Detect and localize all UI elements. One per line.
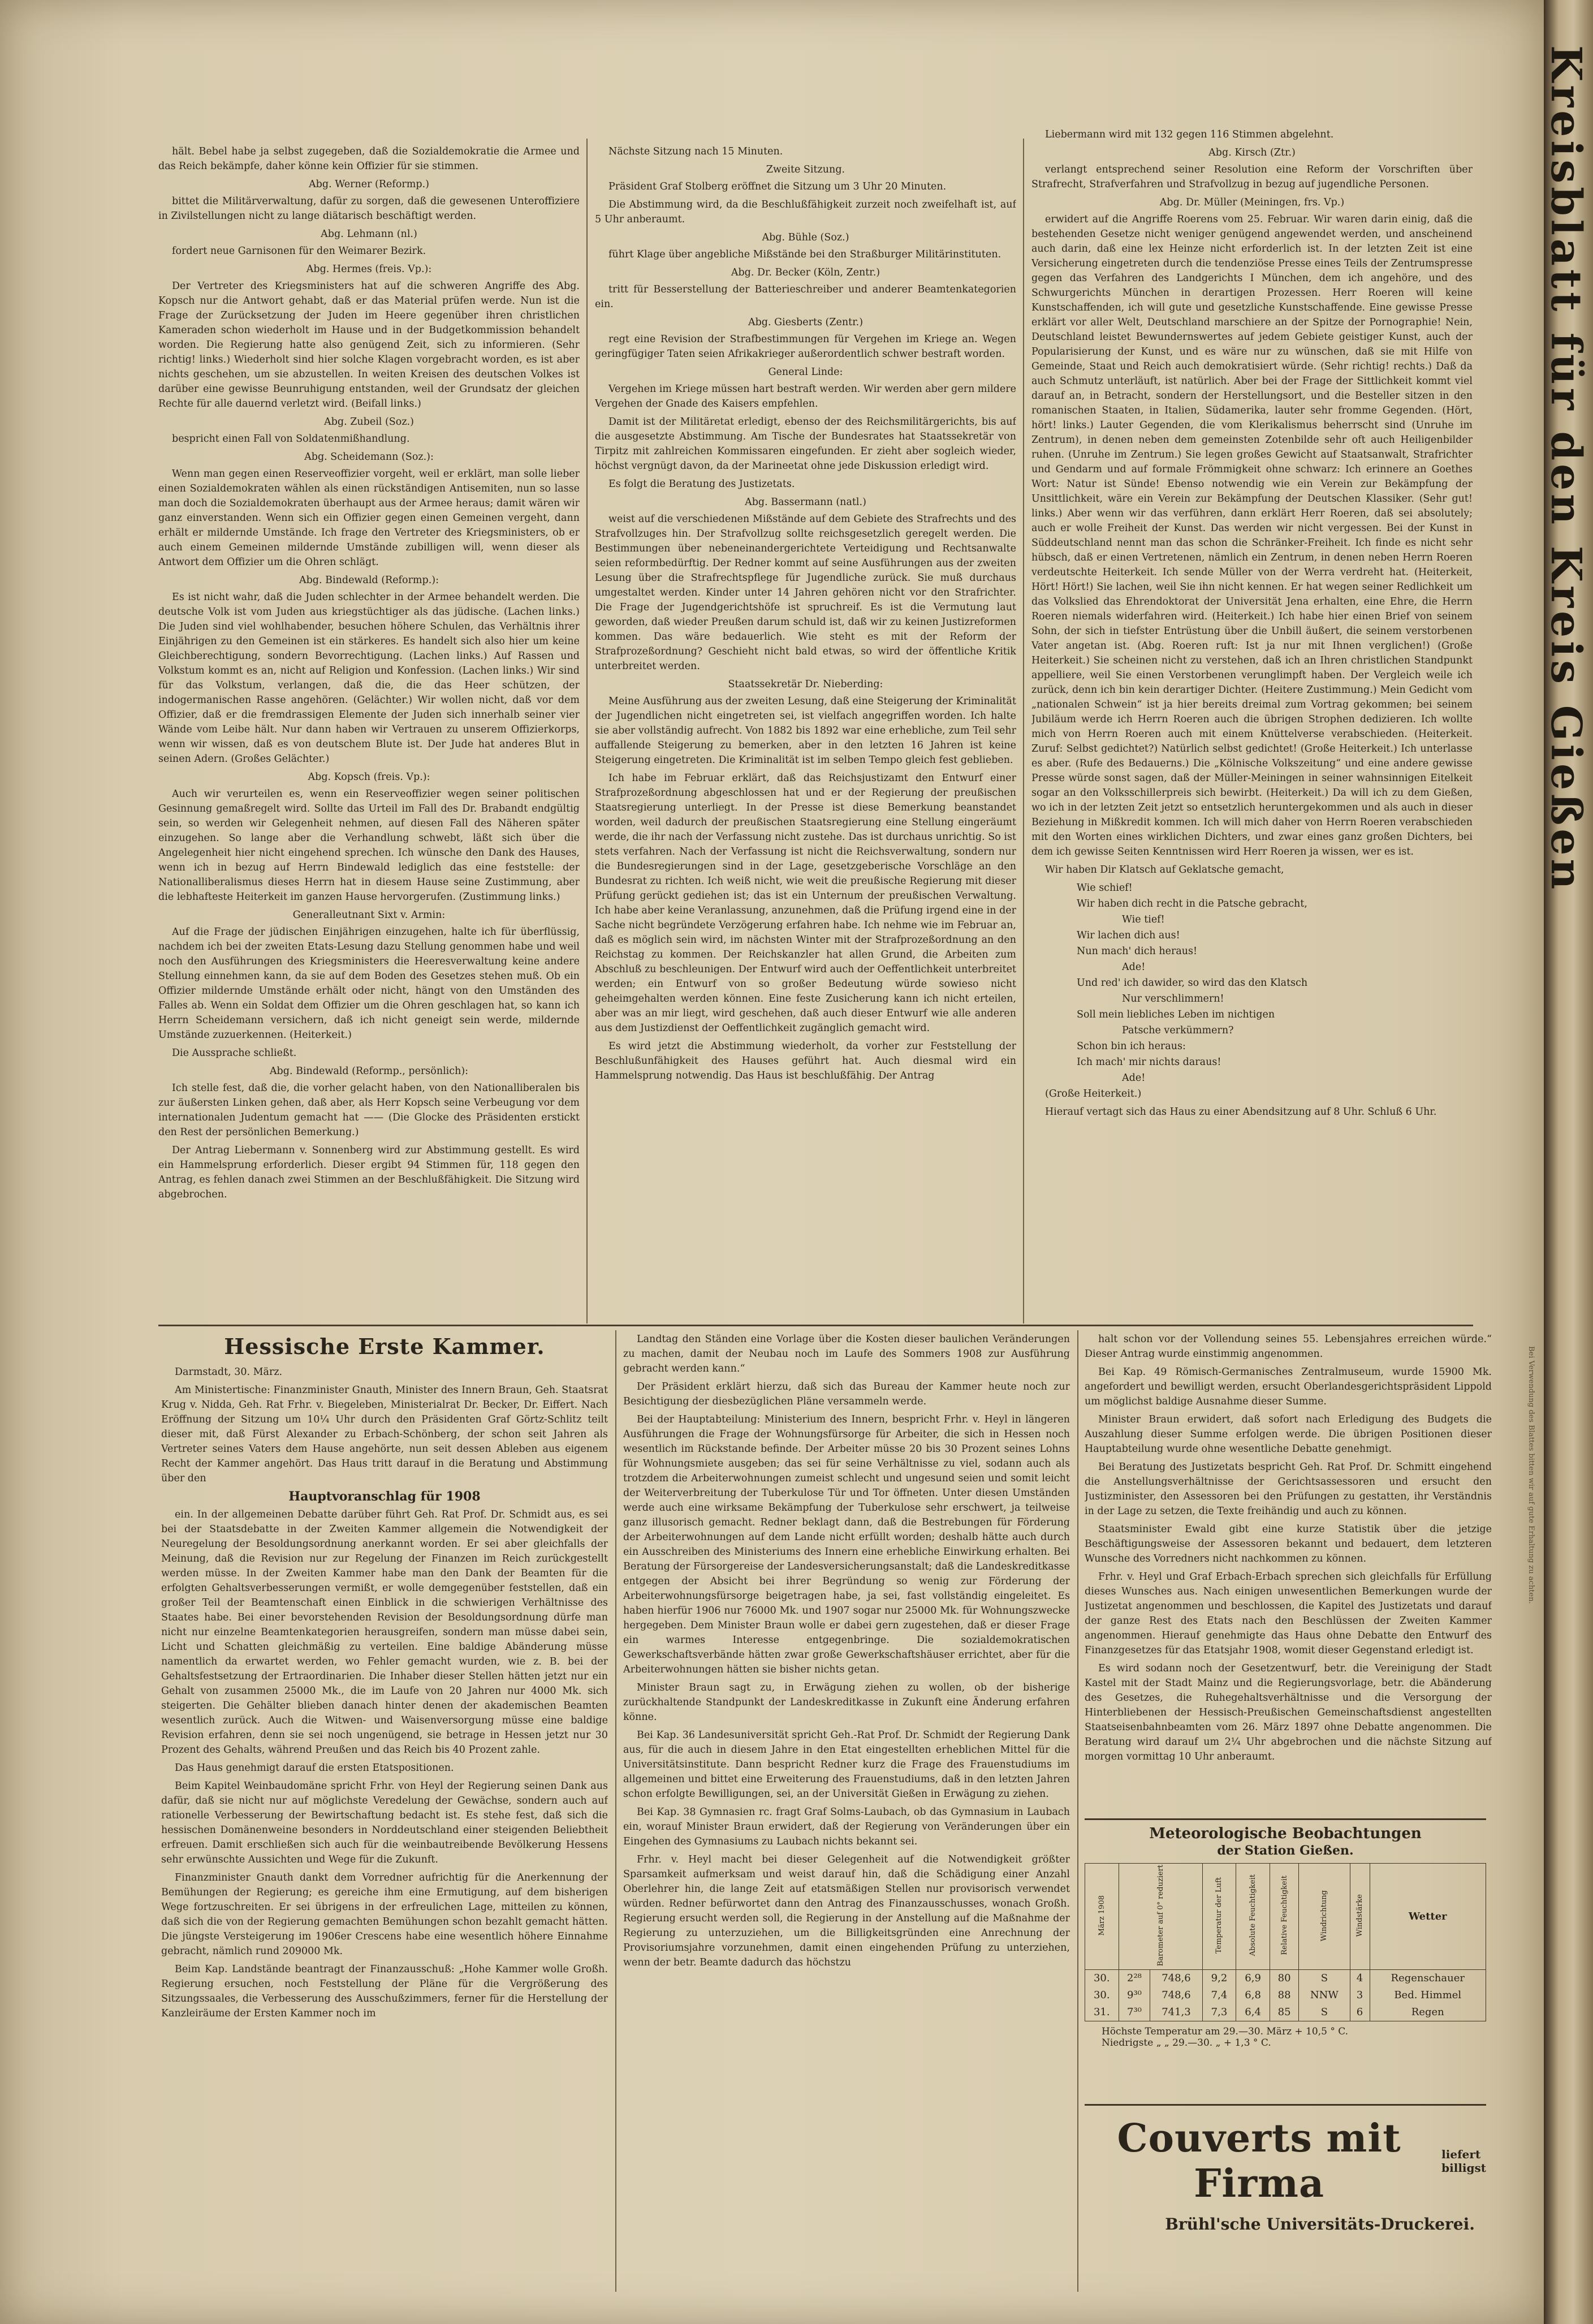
verse-line: Wie tief! xyxy=(1122,914,1165,925)
weather-cell: 748,6 xyxy=(1150,1970,1202,1987)
paragraph: Präsident Graf Stolberg eröffnet die Sitzung um 3 Uhr 20 Minuten. xyxy=(608,181,947,192)
speaker-line: Staatssekretär Dr. Nieberding: xyxy=(728,679,883,690)
column-1 xyxy=(158,144,580,1318)
paragraph: regt eine Revision der Strafbestimmungen für Vergehen im Kriege an. Wegen geringfügiger Taten seien Afrikakrieger außerordentlich schwer bestraft worden. xyxy=(595,334,1016,360)
paragraph: Auch wir verurteilen es, wenn ein Reserveoffizier wegen seiner politischen Gesinnung gemaßregelt wird. Sollte das Urteil im Fall des Dr. Brabandt endgültig sein, so werden wir Gelegenheit nehmen, auf diesen Fall des Näheren später einzugehen. So lange aber die Verhandlung schwebt, läßt sich über die Angelegenheit hier nicht eingehend sprechen. Ich wünsche den Dank des Hauses, wenn ich in bezug auf Herrn Bindewald lediglich das eine feststelle: der Nationalliberalismus dieses Herrn hat in diesem Hause seine Zustimmung, aber die lebhafteste Heiterkeit im ganzen Hause hervorgerufen. (Zustimmung links.) xyxy=(158,788,580,903)
weather-cell: 2²⁸ xyxy=(1119,1970,1150,1987)
paragraph: Beim Kapitel Weinbaudomäne spricht Frhr. von Heyl der Regierung seinen Dank aus dafür, daß sie nicht nur auf möglichste Veredelung der Gewächse, sondern auch auf rationelle Verbesserung der Bewirtschaftung bedacht ist. Es stehe fest, daß sich die hessischen Domänenweine besonders in Norddeutschland einer steigenden Beliebtheit erfreuen. Damit erschließen sich auch für die weinbautreibende Bevölkerung Hessens sehr erwünschte Aussichten und Wege für die Zukunft. xyxy=(161,1780,608,1865)
column-2 xyxy=(595,144,1016,1318)
verse-line: Wir haben dich recht in die Patsche gebracht, xyxy=(1077,898,1307,909)
paragraph: Am Ministertische: Finanzminister Gnauth, Minister des Innern Braun, Geh. Staatsrat Krug v. Nidda, Geh. Rat Frhr. v. Biegeleben, Ministerialrat Dr. Becker, Dr. Eiffert. Nach Eröffnung der Sitzung um 10¼ Uhr durch den Präsidenten Graf Görtz-Schlitz teilt dieser mit, daß Fürst Alexander zu Erbach-Schönberg, der schon seit Jahren als Vertreter seines Vaters dem Hause angehörte, nun seit dessen Ableben aus eigenem Recht der Kammer angehört. Das Haus tritt darauf in die Beratung und Abstimmung über den xyxy=(161,1385,608,1484)
weather-cell: 7,3 xyxy=(1202,2004,1236,2021)
speaker-line: Abg. Giesberts (Zentr.) xyxy=(748,317,864,328)
weather-max: Höchste Temperatur am 29.—30. März + 10,5 ° C. xyxy=(1102,2026,1349,2038)
masthead-title: Kreisblatt für den Kreis Gießen xyxy=(1542,45,1590,893)
paragraph: Vergehen im Kriege müssen hart bestraft werden. Wir werden aber gern mildere Vergehen der Gnade des Kaisers empfehlen. xyxy=(595,383,1016,409)
paragraph: Hierauf vertagt sich das Haus zu einer Abendsitzung auf 8 Uhr. Schluß 6 Uhr. xyxy=(1045,1106,1437,1118)
paragraph: Landtag den Ständen eine Vorlage über die Kosten dieser baulichen Veränderungen zu machen, damit der Neubau noch im Laufe des Sommers 1908 zur Ausführung gebracht werden kann.“ xyxy=(623,1334,1070,1374)
speaker-line: Abg. Lehmann (nl.) xyxy=(321,228,417,240)
paragraph: erwidert auf die Angriffe Roerens vom 25. Februar. Wir waren darin einig, daß die bestehenden Gesetze nicht weniger genügend angewendet werden, und anscheinend auch darin, daß eine lex Heinze nicht erforderlich ist. In der letzten Zeit ist eine Versicherung eingetreten durch die tendenziöse Presse eines Teils der Zentrumspresse gegen das Verfahren des Landgerichts I München, dem ich angehöre, und des Schwurgerichts München in derartigen Prozessen. Herr Roeren will keine Kunstschaffenden, ich will gute und gesetzliche Kunstschaffende. Eine gewisse Presse erklärt vor aller Welt, Deutschland marschiere an der Spitze der Pornographie! Nein, Deutschland leistet Bewundernswertes auf jedem Gebiete geistiger Kunst, auch der Popularisierung der Kunst, und es wäre nur zu wünschen, daß sie mit Hilfe von Gemeinde, Staat und Reich auch demokratisiert würde. (Sehr richtig! rechts.) Daß da auch Schmutz unterläuft, ist natürlich. Aber bei der Frage der Sittlichkeit kommt viel darauf an, in Betracht, sondern der Herstellungsort, und die Besteller sitzen in den romanischen Staaten, in Italien, Südamerika, lauter sehr fromme Gegenden. (Hört, hört! links.) Lauter Gegenden, die vom Klerikalismus beherrscht sind (Unruhe im Zentrum), in denen neben dem gemeinsten Zotenbilde sehr oft auch Heiligenbilder ruhen. (Unruhe im Zentrum.) Sie legen großes Gewicht auf Staatsanwalt, Strafrichter und Gendarm und auf formale Frömmigkeit ohne schwarz: Ich erinnere an Goethes Wort: Natur ist Sünde! Ebenso notwendig wie ein Verein zur Bekämpfung der Unsittlichkeit, wäre ein Verein zur Bekämpfung der Deutschen Klassiker. (Sehr gut! links.) Aber wenn wir das verführen, dann erklärt Herr Roeren, daß sei absolutely; auch er wolle Freiheit der Kunst. Das werden wir nicht vergessen. Bei der Kunst in Süddeutschland nennt man das schon die Schränker-Freiheit. Ich finde es nicht sehr hübsch, daß er einen Vertretenen, nämlich ein Zentrum, in denen neben Herrn Roeren verdeutschte Heiterkeit. Ich sende Müller von der Werra verdreht hat. (Heiterkeit, Hört! Hört!) Sie lachen, weil Sie ihn nicht kennen. Er hat wegen seiner Redlichkeit um das Volkslied das Ehrendoktorat der Universität Jena erhalten, eine Ehre, die Herrn Roeren niemals widerfahren wird. (Heiterkeit.) Ich habe hier einen Brief von seinem Sohn, der sich in tiefster Entrüstung über die Unbill äußert, die seinem verstorbenen Vater angetan ist. (Abg. Roeren ruft: Ist ja nur mit Ihnen verglichen!) (Große Heiterkeit.) Sie scheinen nicht zu verstehen, daß ich an Ihren christlichen Standpunkt appelliere, weil Sie einen Verstorbenen verunglimpft haben. Der Vergleich weile ich zurück, denn ich bin kein derartiger Dichter. (Heitere Zustimmung.) Mein Gedicht vom „nationalen Schwein“ ist ja hier bereits dreimal zum Vortrag gekommen; bei seinem Jubiläum werde ich Herrn Roeren auch die übrigen Strophen dedizieren. Ich wollte mich von Herrn Roeren auch mit einem Knüttelverse verabschieden. (Heiterkeit. Zuruf: Selbst gedichtet?) Natürlich selbst gedichtet! (Große Heiterkeit.) Ich unterlasse es aber. (Rufe des Bedauerns.) Die „Kölnische Volkszeitung“ und eine andere gewisse Presse würde sonst sagen, daß der Müller-Meiningen in seiner wahnsinnigen Eitelkeit sogar an den Volksschillerpreis sich bewirbt. (Heiterkeit.) Da will ich zu dem Gießen, wo ich in der letzten Zeit jetzt so entsetzlich heruntergekommen und als auch in dieser Beziehung in Mißkredit kommen. Ich will mich daher von Herrn Roeren verabschieden mit den Worten eines wirklichen Dichters, und zwar eines ganz großen Dichters, bei dem ich gewisse Seiten Kenntnissen wird Herr Roeren ja wissen, wer es ist. xyxy=(1031,214,1473,857)
ad-headline: Couverts mit Firma xyxy=(1117,2116,1401,2206)
speaker-line: Abg. Dr. Becker (Köln, Zentr.) xyxy=(731,267,880,278)
paragraph: Bei Beratung des Justizetats bespricht Geh. Rat Prof. Dr. Schmitt eingehend die Anstellungsverhältnisse der Gerichtsassessoren und ersucht den Justizminister, den Assessoren bei den Prüfungen zu gestatten, ihr Verständnis in der Lage zu setzen, die Texte freihändig und auch zu können. xyxy=(1085,1461,1492,1517)
paragraph: Meine Ausführung aus der zweiten Lesung, daß eine Steigerung der Kriminalität der Jugendlichen nicht eingetreten sei, ist vielfach angegriffen worden. Ich halte sie aber vollständig aufrecht. Von 1882 bis 1892 war eine erhebliche, zum Teil sehr auffallende Steigerung zu bemerken, aber in den letzten 16 Jahren ist keine Steigerung eingetreten. Die Kriminalität ist im selben Tempo gleich fest geblieben. xyxy=(595,696,1016,766)
weather-cell: 9,2 xyxy=(1202,1970,1236,1987)
paragraph: Staatsminister Ewald gibt eine kurze Statistik über die jetzige Beschäftigungsweise der Assessoren bekannt und bedauert, dem letzteren Wunsche des Vorredners nicht nachkommen zu können. xyxy=(1085,1524,1492,1564)
weather-header: Windstärke xyxy=(1350,1864,1370,1970)
weather-cell: 7,4 xyxy=(1202,1987,1236,2004)
speaker-line: Zweite Sitzung. xyxy=(766,164,845,175)
weather-cell: 30. xyxy=(1085,1970,1119,1987)
weather-cell: 6,4 xyxy=(1236,2004,1270,2021)
paragraph: Darmstadt, 30. März. xyxy=(175,1366,283,1378)
speaker-line: Abg. Dr. Müller (Meiningen, frs. Vp.) xyxy=(1159,197,1345,208)
weather-cell: 80 xyxy=(1270,1970,1298,1987)
weather-cell: NNW xyxy=(1299,1987,1350,2004)
column-3 xyxy=(1031,127,1473,1318)
paragraph: Frhr. v. Heyl und Graf Erbach-Erbach sprechen sich gleichfalls für Erfüllung dieses Wunsches aus. Nach einigen unwesentlichen Bemerkungen wurde der Justizetat angenommen und beschlossen, die Kapitel des Justizetats und darauf der ganze Rest des Etats nach den Beschlüssen der Zweiten Kammer angenommen. Hierauf genehmigte das Haus ohne Debatte den Entwurf des Finanzgesetzes für das Etatsjahr 1908, womit dieser Gegenstand erledigt ist. xyxy=(1085,1571,1492,1656)
paragraph: Bei Kap. 38 Gymnasien rc. fragt Graf Solms-Laubach, ob das Gymnasium in Laubach ein, worauf Minister Braun erwidert, daß der Regierung von Veränderungen über ein Eingehen des Gymnasiums zu Laubach nichts bekannt sei. xyxy=(623,1806,1070,1847)
weather-header: Barometer auf 0° reduziert xyxy=(1119,1864,1202,1970)
weather-cell: 748,6 xyxy=(1150,1987,1202,2004)
speaker-line: Abg. Kirsch (Ztr.) xyxy=(1208,147,1296,158)
paragraph: Liebermann wird mit 132 gegen 116 Stimmen abgelehnt. xyxy=(1045,129,1334,140)
weather-cell: Bed. Himmel xyxy=(1370,1987,1486,2004)
verse-line: Wir lachen dich aus! xyxy=(1077,930,1180,941)
weather-header: Absolute Feuchtigkeit xyxy=(1236,1864,1270,1970)
column-divider xyxy=(1023,139,1024,1323)
paragraph: Damit ist der Militäretat erledigt, ebenso der des Reichsmilitärgerichts, bis auf die ausgesetzte Abstimmung. Am Tische der Bundesrates hat Staatssekretär von Tirpitz mit zahlreichen Kommissaren eingefunden. Er zieht aber sogleich wieder, höchst vergnügt davon, da der Marineetat ohne jede Diskussion erledigt wird. xyxy=(595,416,1016,472)
paragraph: Beim Kap. Landstände beantragt der Finanzausschuß: „Hohe Kammer wolle Großh. Regierung ersuchen, noch Feststellung der Pläne für die Vergrößerung des Sitzungssaales, die Verbesserung des Ausschußzimmers, ferner für die Herstellung der Kanzleiräume der Ersten Kammer noch im xyxy=(161,1964,608,2019)
weather-cell: 85 xyxy=(1270,2004,1298,2021)
paragraph: Es wird jetzt die Abstimmung wiederholt, da vorher zur Feststellung der Beschlußunfähigkeit des Hauses geführt hat. Auch diesmal wird ein Hammelsprung notwendig. Das Haus ist beschlußfähig. Der Antrag xyxy=(595,1041,1016,1081)
paragraph: Der Präsident erklärt hierzu, daß sich das Bureau der Kammer heute noch zur Besichtigung der diesbezüglichen Pläne versammeln werde. xyxy=(623,1381,1070,1407)
speaker-line: Generalleutnant Sixt v. Armin: xyxy=(292,909,446,921)
paragraph: Der Vertreter des Kriegsministers hat auf die schweren Angriffe des Abg. Kopsch nur die Antwort gehabt, daß er das Material prüfen werde. Nun ist die Frage der Zurücksetzung der Juden im Heere gegenüber ihren christlichen Kameraden schon wiederholt im Hause und in der Budgetkommission behandelt worden. Die Regierung hatte also genügend Zeit, sich zu informieren. (Sehr richtig! links.) Wiederholt sind hier solche Klagen vorgebracht worden, es ist aber nichts geschehen, um sie abzustellen. In weiten Kreisen des deutschen Volkes ist darüber eine gewisse Beunruhigung entstanden, weil der Grundsatz der gleichen Rechte für alle dauernd verletzt wird. (Beifall links.) xyxy=(158,281,580,409)
paragraph: Der Antrag Liebermann v. Sonnenberg wird zur Abstimmung gestellt. Es wird ein Hammelsprung erforderlich. Dieser ergibt 94 Stimmen für, 118 gegen den Antrag, es fehlen danach zwei Stimmen an der Beschlußfähigkeit. Die Sitzung wird abgebrochen. xyxy=(158,1145,580,1200)
verse-line: Schon bin ich heraus: xyxy=(1077,1041,1186,1052)
paragraph: (Große Heiterkeit.) xyxy=(1045,1088,1142,1100)
column-6 xyxy=(1085,1332,1492,1801)
weather-row xyxy=(1085,2004,1486,2021)
subheading: Hauptvoranschlag für 1908 xyxy=(288,1489,481,1504)
column-4 xyxy=(161,1332,608,2293)
ad-printer: Brühl'sche Universitäts-Druckerei. xyxy=(1165,2215,1475,2234)
paragraph: ein. In der allgemeinen Debatte darüber führt Geh. Rat Prof. Dr. Schmidt aus, es sei bei der Staatsdebatte in der Zweiten Kammer allgemein die Notwendigkeit der Neuregelung der Besoldungsordnung anerkannt worden. Er sei aber gleichfalls der Meinung, daß die Revision nur zur Regelung der Finanzen im Reich zurückgestellt werden müsse. In der Zweiten Kammer habe man den Dank der Beamten für die erfolgten Gehaltsverbesserungen vermißt, er wolle demgegenüber feststellen, daß ein großer Teil der Beamtenschaft einen Einblick in die schwierigen Verhältnisse des Staates habe. Bei einer bevorstehenden Revision der Besoldungsordnung dürfe man nicht nur einzelne Beamtenkategorien herausgreifen, sondern man müsse dabei sein, Licht und Schatten gleichmäßig zu verteilen. Eine baldige Abänderung müsse namentlich da erwartet werden, wo Fehler gemacht wurden, wie z. B. bei der Gehaltsfestsetzung der Ertraordinarien. Die Inhaber dieser Stellen hätten jetzt nur ein Gehalt von zusammen 25000 Mk., die im Laufe von 20 Jahren nur 4000 Mk. sich steigerten. Die Gehälter blieben danach hinter denen der akademischen Beamten wesentlich zurück. Auch die Witwen- und Waisenversorgung müsse eine baldige Revision erfahren, denn sie sei noch ungenügend, sie betrage in Hessen jetzt nur 30 Prozent des Gehalts, während Preußen und das Reich bis 40 Prozent zahle. xyxy=(161,1509,608,1756)
paragraph: Ich stelle fest, daß die, die vorher gelacht haben, von den Nationalliberalen bis zur äußersten Linken gehen, daß aber, als Herr Kopsch seine Verbeugung vor dem internationalen Judentum gemacht hat —— (Die Glocke des Präsidenten erstickt den Rest der persönlichen Bemerkung.) xyxy=(158,1083,580,1138)
margin-note: Bei Verwendung des Blattes bitten wir auf gute Erhaltung zu achten. xyxy=(1527,1346,1535,1604)
paragraph: Bei der Hauptabteilung: Ministerium des Innern, bespricht Frhr. v. Heyl in längeren Ausführungen die Frage der Wohnungsfürsorge für Arbeiter, die sich in Hessen noch wesentlich im Rückstande befinde. Der Arbeiter müsse 20 bis 30 Prozent seines Lohns für Wohnungsmiete ausgeben; das sei für seine Verhältnisse zu viel, sodann auch als trotzdem die Arbeiterwohnungen zumeist schlecht und ungesund seien und somit leicht der Weiterverbreitung der Tuberkulose Tür und Tor öffneten. Unter diesen Umständen werde auch eine wirksame Bekämpfung der Tuberkulose sehr erschwert, ja teilweise ganz illusorisch gemacht. Redner beklagt dann, daß die Bestrebungen für Förderung der Arbeiterwohnungen auf dem Lande nicht erfüllt worden; deshalb hätte auch durch ein Ausschreiben des Ministeriums des Innern eine erhebliche Einwirkung erhalten. Bei Beratung der Fürsorgereise der Landesversicherungsanstalt; daß die Landeskreditkasse entgegen der Absicht bei ihrer Begründung so wenig zur Förderung der Arbeiterwohnungsfürsorge beigetragen habe, ja sei, fast vollständig eingeleitet. Es haben hierfür 1906 nur 76000 Mk. und 1907 sogar nur 25000 Mk. für Wohnungszwecke hergegeben. Dem Minister Braun wolle er dabei gern zugestehen, daß er dieser Frage ein warmes Interesse entgegenbringe. Die sozialdemokratischen Gewerkschaftsverbände hätten zwar große Gewerkschaftshäuser errichtet, aber für die Arbeiterwohnungen hätten sie bisher nichts getan. xyxy=(623,1414,1070,1675)
paragraph: führt Klage über angebliche Mißstände bei den Straßburger Militärinstituten. xyxy=(608,249,1001,260)
weather-row xyxy=(1085,1987,1486,2004)
advertisement xyxy=(1085,2104,1486,2286)
weather-cell: S xyxy=(1299,1970,1350,1987)
verse-line: Ich mach' mir nichts daraus! xyxy=(1077,1057,1221,1068)
paragraph: Minister Braun erwidert, daß sofort nach Erledigung des Budgets die Auszahlung dieser Summe erfolgen werde. Die übrigen Positionen dieser Hauptabteilung wurde ohne wesentliche Debatte genehmigt. xyxy=(1085,1414,1492,1455)
paragraph: Frhr. v. Heyl macht bei dieser Gelegenheit auf die Notwendigkeit größter Sparsamkeit aufmerksam und weist darauf hin, daß die Schädigung einer Anzahl Oberlehrer hin, die lange Zeit auf etatsmäßigen Stellen nur provisorisch verwendet würden. Redner befürwortet dann den Antrag des Finanzausschusses, wonach Großh. Regierung ersucht werden soll, die Regierung in der Anstellung auf die Maßnahme der Regierung zu unterzuziehen, um die Billigkeitsgründen eine Anrechnung der Provisoriumsjahre vorzunehmen, damit einen eingehenden Prüfung zu unterziehen, wenn der betr. Beamte dadurch das höchstzu xyxy=(623,1854,1070,1968)
paragraph: weist auf die verschiedenen Mißstände auf dem Gebiete des Strafrechts und des Strafvollzuges hin. Der Strafvollzug sollte reichsgesetzlich geregelt werden. Die Bestimmungen über nebeneinandergerichtete Verteidigung und Rechtsanwalte seien reformbedürftig. Der Redner kommt auf seine Ausführungen aus der zweiten Lesung über die Strafrechtspflege für Jugendliche zurück. Sie muß durchaus umgestaltet werden. Kinder unter 14 Jahren gehören nicht vor den Strafrichter. Die Frage der Jugendgerichtshöfe ist spruchreif. Es ist die Vermutung laut geworden, daß wieder Preußen darum schuld ist, daß wir zu keinen Justizreformen kommen. Das wäre bedauerlich. Wie steht es mit der Reform der Strafprozeßordnung? Geschieht nicht bald etwas, so wird der öffentliche Kritik unterbreitet werden. xyxy=(595,514,1016,672)
verse-line: Soll mein liebliches Leben im nichtigen xyxy=(1077,1009,1275,1020)
weather-title: Meteorologische Beobachtungen xyxy=(1149,1825,1422,1842)
paragraph: Bei Kap. 36 Landesuniversität spricht Geh.-Rat Prof. Dr. Schmidt der Regierung Dank aus, für die auch in diesem Jahre in den Etat eingestellten erheblichen Mittel für die Universitätsinstitute. Dann bespricht Redner kurz die Frage des Frauenstudiums im allgemeinen und bittet eine Erweiterung des Frauenstudiums, daß in den letzten Jahren schon erfolgte Bewilligungen, sei, an der Universität Gießen in Erwägung zu ziehen. xyxy=(623,1730,1070,1800)
paragraph: Das Haus genehmigt darauf die ersten Etatspositionen. xyxy=(175,1762,454,1774)
verse-line: Nun mach' dich heraus! xyxy=(1077,946,1198,957)
weather-box xyxy=(1085,1818,1486,2096)
speaker-line: Abg. Scheidemann (Soz.): xyxy=(304,451,434,463)
weather-cell: 88 xyxy=(1270,1987,1298,2004)
speaker-line: Abg. Werner (Reformp.) xyxy=(309,179,429,190)
weather-header: Relative Feuchtigkeit xyxy=(1270,1864,1298,1970)
verse-line: Ade! xyxy=(1122,961,1146,973)
weather-cell: 3 xyxy=(1350,1987,1370,2004)
column-5 xyxy=(623,1332,1070,2293)
weather-header: März 1908 xyxy=(1085,1864,1119,1970)
column-divider xyxy=(586,139,588,1323)
weather-cell: Regen xyxy=(1370,2004,1486,2021)
paragraph: Es ist nicht wahr, daß die Juden schlechter in der Armee behandelt werden. Die deutsche Volk ist vom Juden aus kriegstüchtiger als das jüdische. (Lachen links.) Die Juden sind viel wohlhabender, besuchen höhere Schulen, das Verhältnis ihrer Einjährigen zu den Gemeinen ist ein stärkeres. Es handelt sich also hier um keine Gleichberechtigung, sondern Bevorrechtigung. (Lachen links.) Auf Rassen und Volkstum kommt es an, nicht auf Religion und Konfession. (Lachen links.) Wir sind für das Volkstum, verlangen, daß die, die das Heer schützen, der indogermanischen Rasse angehören. (Gelächter.) Wir wollen nicht, daß vor dem Offizier, daß er die fremdrassigen Elemente der Juden sich innerhalb seiner vier Wände vom Leibe hält. Nur dann haben wir Vertrauen zu unserem Offizierkorps, wenn wir wissen, daß es von deutschem Blute ist. Der Jude hat anderes Blut in seinen Adern. (Großes Gelächter.) xyxy=(158,592,580,765)
paragraph: bittet die Militärverwaltung, dafür zu sorgen, daß die gewesenen Unteroffiziere in Zivilstellungen nicht zu lange diätarisch beschäftigt werden. xyxy=(158,196,580,222)
paragraph: hält. Bebel habe ja selbst zugegeben, daß die Sozialdemokratie die Armee und das Reich bekämpfe, daher könne kein Offizier für sie stimmen. xyxy=(158,146,580,172)
verse-line: Und red' ich dawider, so wird das den Klatsch xyxy=(1077,977,1308,989)
verse-line: Wie schief! xyxy=(1077,882,1133,894)
paragraph: Die Aussprache schließt. xyxy=(172,1047,297,1059)
speaker-line: Abg. Bühle (Soz.) xyxy=(762,232,849,243)
ad-note: liefert billigst xyxy=(1441,2148,1487,2175)
verse-line: Ade! xyxy=(1122,1072,1146,1084)
weather-cell: 6 xyxy=(1350,2004,1370,2021)
weather-cell: 30. xyxy=(1085,1987,1119,2004)
weather-cell: 741,3 xyxy=(1150,2004,1202,2021)
paragraph: Wir haben Dir Klatsch auf Geklatsche gemacht, xyxy=(1045,864,1284,876)
paragraph: Es folgt die Beratung des Justizetats. xyxy=(608,478,795,490)
verse-line: Nur verschlimmern! xyxy=(1122,993,1224,1004)
weather-header: Windrichtung xyxy=(1299,1864,1350,1970)
column-divider xyxy=(1077,1330,1078,2292)
paragraph: Wenn man gegen einen Reserveoffizier vorgeht, weil er erklärt, man solle lieber einen Sozialdemokraten wählen als einen rückständigen Antisemiten, nun so lasse man doch die Sozialdemokraten überhaupt aus der Armee heraus; damit wären wir ganz einverstanden. Wenn sich ein Offizier gegen einen Gemeinen vergeht, dann erhält er mildernde Umstände. Ich frage den Vertreter des Kriegsministers, ob er auch einem Gemeinen mildernde Umstände zubilligen will, wenn dieser als Antwort dem Offizier um die Ohren schlägt. xyxy=(158,468,580,568)
weather-table xyxy=(1085,1863,1486,2021)
weather-row xyxy=(1085,1970,1486,1987)
weather-cell: 7³⁰ xyxy=(1119,2004,1150,2021)
paragraph: Die Abstimmung wird, da die Beschlußfähigkeit zurzeit noch zweifelhaft ist, auf 5 Uhr anberaumt. xyxy=(595,199,1016,225)
paragraph: bespricht einen Fall von Soldatenmißhandlung. xyxy=(172,433,410,445)
weather-cell: Regenschauer xyxy=(1370,1970,1486,1987)
paragraph: tritt für Besserstellung der Batterieschreiber und anderer Beamtenkategorien ein. xyxy=(595,284,1016,310)
speaker-line: Abg. Kopsch (freis. Vp.): xyxy=(308,771,430,783)
weather-cell: 31. xyxy=(1085,2004,1119,2021)
speaker-line: General Linde: xyxy=(768,367,843,378)
weather-header: Temperatur der Luft xyxy=(1202,1864,1236,1970)
speaker-line: Abg. Hermes (freis. Vp.): xyxy=(306,264,432,275)
column-divider xyxy=(615,1330,616,2292)
paragraph: halt schon vor der Vollendung seines 55. Lebensjahres erreichen würde.“ Dieser Antrag wurde einstimmig angenommen. xyxy=(1085,1334,1492,1360)
paragraph: fordert neue Garnisonen für den Weimarer Bezirk. xyxy=(172,245,426,257)
weather-cell: 4 xyxy=(1350,1970,1370,1987)
weather-cell: S xyxy=(1299,2004,1350,2021)
paragraph: Minister Braun sagt zu, in Erwägung ziehen zu wollen, ob der bisherige zurückhaltende Standpunkt der Landeskreditkasse in Zukunft eine Änderung erfahren könne. xyxy=(623,1682,1070,1723)
section-heading: Hessische Erste Kammer. xyxy=(224,1334,545,1359)
paragraph: Finanzminister Gnauth dankt dem Vorredner aufrichtig für die Anerkennung der Bemühungen der Regierung; es gereiche ihm eine Ermutigung, auf dem bisherigen Wege fortzuschreiten. Er sei übrigens in der erfreulichen Lage, mitteilen zu können, daß sich die von der Regierung gemachten Bemühungen schon bezahlt gemacht hätten. Die jüngste Versteigerung im 1906er Crescens habe eine wesentlich höhere Einnahme gebracht, nämlich rund 209000 Mk. xyxy=(161,1872,608,1957)
section-divider xyxy=(158,1325,1473,1326)
weather-subtitle: der Station Gießen. xyxy=(1217,1843,1354,1858)
speaker-line: Abg. Bindewald (Reformp.): xyxy=(299,575,439,586)
verse-line: Patsche verkümmern? xyxy=(1122,1025,1234,1036)
speaker-line: Abg. Zubeil (Soz.) xyxy=(324,416,414,428)
paragraph: verlangt entsprechend seiner Resolution eine Reform der Vorschriften über Strafrecht, Strafverfahren und Strafvollzug in bezug auf jugendliche Personen. xyxy=(1031,164,1473,190)
weather-cell: 6,8 xyxy=(1236,1987,1270,2004)
weather-header: Wetter xyxy=(1370,1864,1486,1970)
speaker-line: Abg. Bassermann (natl.) xyxy=(745,497,866,508)
paragraph: Auf die Frage der jüdischen Einjährigen einzugehen, halte ich für überflüssig, nachdem ich bei der zweiten Etats-Lesung dazu Stellung genommen habe und weil noch den Ausführungen des Kriegsministers die Heeresverwaltung keine andere Stellung einnehmen kann, da sie auf dem Boden des Gesetzes stehen muß. Ob ein Offizier mildernde Umstände erhält oder nicht, hängt von den Umständen des Falles ab. Wenn ein Soldat dem Offizier um die Ohren geschlagen hat, so kann ich Herrn Scheidemann versichern, daß ich nicht geneigt sein werde, mildernde Umstände zuzuerkennen. (Heiterkeit.) xyxy=(158,926,580,1041)
weather-min: Niedrigste „ „ 29.—30. „ + 1,3 ° C. xyxy=(1102,2037,1271,2049)
weather-cell: 9³⁰ xyxy=(1119,1987,1150,2004)
paragraph: Bei Kap. 49 Römisch-Germanisches Zentralmuseum, wurde 15900 Mk. angefordert und bewilligt werden, ersucht Oberlandesgerichtspräsident Lippold um möglichst baldige Ausnahme dieser Summe. xyxy=(1085,1366,1492,1407)
speaker-line: Abg. Bindewald (Reformp., persönlich): xyxy=(269,1066,469,1077)
paragraph: Nächste Sitzung nach 15 Minuten. xyxy=(608,146,783,157)
paragraph: Es wird sodann noch der Gesetzentwurf, betr. die Vereinigung der Stadt Kastel mit der Stadt Mainz und die Regierungsvorlage, betr. die Abänderung des Gesetzes, die Ruhegehaltsverhältnisse und die Versorgung der Hinterbliebenen der Hessisch-Preußischen Gemeinschaftsdienst angestellten Staatseisenbahnbeamten vom 26. März 1897 ohne Debatte angenommen. Die Beratung wird darauf um 2¼ Uhr abgebrochen und die nächste Sitzung auf morgen vormittag 10 Uhr anberaumt. xyxy=(1085,1663,1492,1762)
paragraph: Ich habe im Februar erklärt, daß das Reichsjustizamt den Entwurf einer Strafprozeßordnung abgeschlossen hat und er der Regierung der preußischen Staatsregierung unterliegt. In der Presse ist diese Bemerkung beanstandet worden, weil dadurch der preußischen Staatsregierung eine Stellung eingeräumt werde, die ihr nach der Verfassung nicht zustehe. Das ist durchaus unrichtig. So ist stets verfahren. Nach der Verfassung ist nicht die Reichsverwaltung, sondern nur die Bundesregierungen sind in der Lage, gesetzgeberische Vorschläge an den Bundesrat zu richten. Ich weiß nicht, wie weit die preußische Regierung mit dieser Prüfung gerückt gediehen ist; das ist ein Unternum der preußischen Verwaltung. Ich habe aber keine Veranlassung, anzunehmen, daß die Prüfung irgend eine in der Sache nicht begründete Verzögerung erfahren habe. Ich nehme wie im Februar an, daß es möglich sein wird, im nächsten Winter mit der Strafprozeßordnung an den Reichstag zu kommen. Der Reichskanzler hat allen Grund, die Arbeiten zum Abschluß zu beschleunigen. Der Entwurf wird auch der Oeffentlichkeit unterbreitet werden; ein Entwurf von so großer Bedeutung würde sowieso nicht geheimgehalten werden können. Eine feste Zusicherung kann ich nicht erteilen, aber was an mir liegt, wird geschehen, daß auch dieser Entwurf wie alle anderen aus dem Justizdienst der Oeffentlichkeit zugänglich gemacht wird. xyxy=(595,773,1016,1034)
weather-cell: 6,9 xyxy=(1236,1970,1270,1987)
